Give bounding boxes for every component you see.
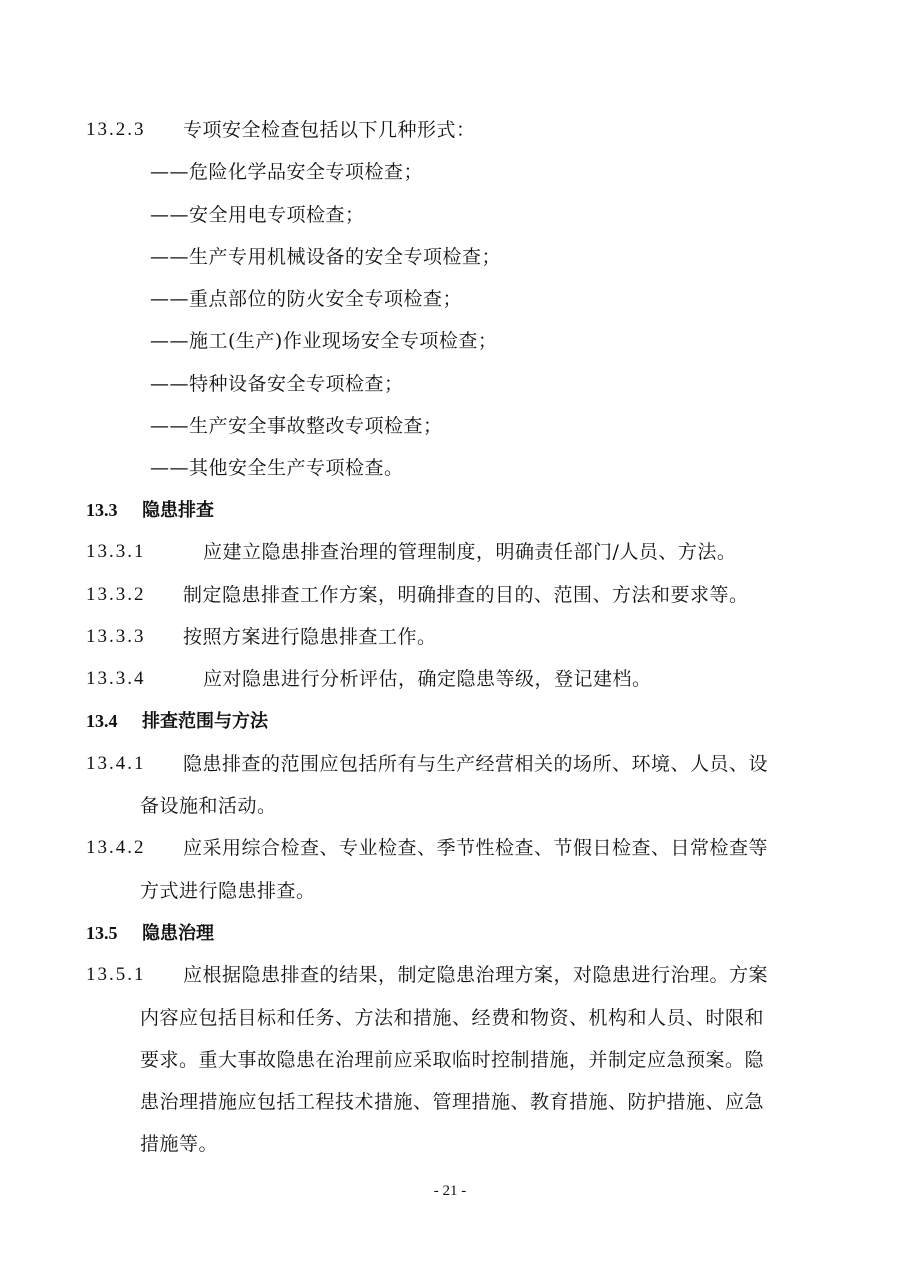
clause-number: 13.3.2	[86, 584, 146, 605]
clause-number: 13.3.1	[86, 541, 146, 562]
clause-text: 措施等。	[140, 1133, 219, 1155]
list-item-text: ——生产安全事故整改专项检查；	[150, 415, 443, 437]
clause-number: 13.4.2	[86, 837, 146, 858]
clause-text: 应采用综合检查、专业检查、季节性检查、节假日检查、日常检查等	[183, 837, 769, 859]
list-item-text: ——其他安全生产专项检查。	[150, 457, 404, 479]
clause-text: 专项安全检查包括以下几种形式：	[183, 119, 476, 141]
clause-text: 内容应包括目标和任务、方法和措施、经费和物资、机构和人员、时限和	[140, 1007, 765, 1029]
section-heading-13-4	[86, 709, 268, 733]
list-item-text: ——安全用电专项检查；	[150, 204, 365, 226]
section-number: 13.4	[86, 711, 118, 731]
list-item-text: ——生产专用机械设备的安全专项检查；	[150, 246, 502, 268]
list-item-text: ——特种设备安全专项检查；	[150, 373, 404, 395]
clause-text: 制定隐患排查工作方案，明确排查的目的、范围、方法和要求等。	[183, 584, 749, 606]
section-number: 13.5	[86, 923, 118, 943]
section-title: 隐患治理	[142, 923, 214, 944]
section-number: 13.3	[86, 500, 118, 520]
section-heading-13-3	[86, 498, 214, 522]
clause-text: 应根据隐患排查的结果，制定隐患治理方案，对隐患进行治理。方案	[183, 964, 769, 986]
clause-number: 13.5.1	[86, 964, 146, 985]
page-number: - 21 -	[433, 1183, 467, 1199]
clause-text: 方式进行隐患排查。	[140, 880, 316, 902]
section-heading-13-5	[86, 921, 214, 945]
clause-number: 13.3.3	[86, 626, 146, 647]
clause-number: 13.2.3	[86, 119, 146, 140]
list-item-text: ——危险化学品安全专项检查；	[150, 161, 424, 183]
section-title: 隐患排查	[142, 500, 214, 521]
clause-text: 患治理措施应包括工程技术措施、管理措施、教育措施、防护措施、应急	[140, 1091, 765, 1113]
list-item-text: ——重点部位的防火安全专项检查；	[150, 288, 463, 310]
clause-text: 隐患排查的范围应包括所有与生产经营相关的场所、环境、人员、设	[183, 753, 769, 775]
list-item-text: ——施工(生产)作业现场安全专项检查；	[150, 330, 498, 352]
clause-number: 13.3.4	[86, 668, 146, 689]
clause-text: 按照方案进行隐患排查工作。	[183, 626, 437, 648]
clause-text: 应建立隐患排查治理的管理制度，明确责任部门/人员、方法。	[203, 541, 737, 563]
clause-text: 备设施和活动。	[140, 795, 277, 817]
clause-text: 应对隐患进行分析评估，确定隐患等级，登记建档。	[203, 668, 652, 690]
clause-text: 要求。重大事故隐患在治理前应采取临时控制措施，并制定应急预案。隐	[140, 1049, 765, 1071]
clause-number: 13.4.1	[86, 753, 146, 774]
section-title: 排查范围与方法	[142, 711, 268, 732]
